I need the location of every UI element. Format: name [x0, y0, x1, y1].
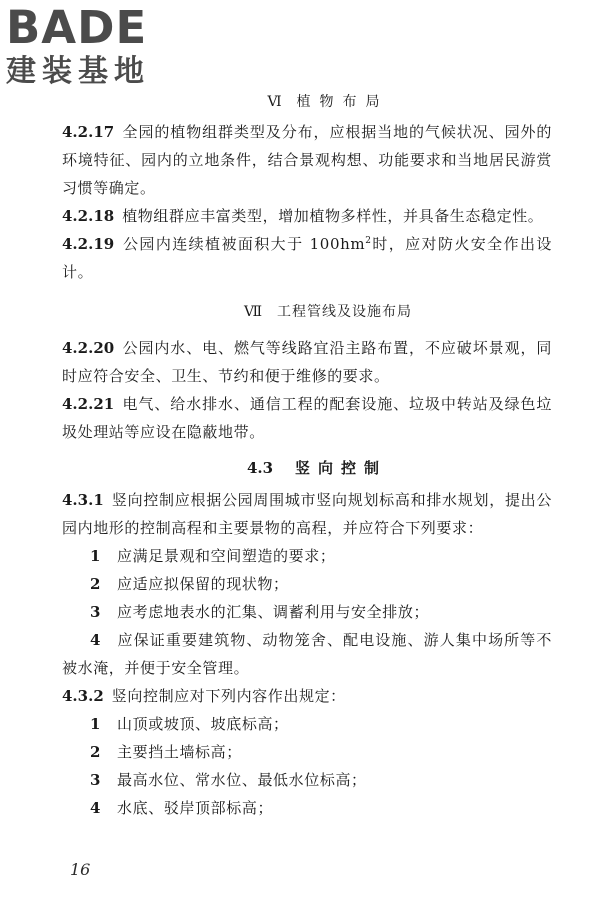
section-title: 竖向控制 [295, 459, 388, 477]
item-text: 应保证重要建筑物、动物笼舍、配电设施、游人集中场所等不被水淹，并便于安全管理。 [62, 631, 552, 677]
item-number: 2 [90, 743, 102, 761]
clause-4-2-18 [62, 202, 552, 230]
subsection-title: 植物布局 [296, 94, 389, 110]
document-body [62, 90, 552, 822]
item-number: 3 [90, 603, 102, 621]
list-item [62, 766, 552, 794]
clause-text: 植物组群应丰富类型，增加植物多样性，并具备生态稳定性。 [122, 207, 544, 225]
list-item [62, 598, 552, 626]
item-text: 应考虑地表水的汇集、调蓄利用与安全排放； [117, 603, 430, 621]
section-heading-vertical-control [82, 446, 552, 486]
subsection-heading-utilities [104, 286, 552, 328]
subsection-title: 工程管线及设施布局 [277, 304, 413, 320]
item-text: 应满足景观和空间塑造的要求； [117, 547, 336, 565]
item-text: 山顶或坡顶、坡底标高； [117, 715, 289, 733]
subsection-roman: Ⅵ [267, 94, 283, 110]
clause-4-2-20 [62, 334, 552, 390]
list-item [62, 710, 552, 738]
clause-text: 竖向控制应根据公园周围城市竖向规划标高和排水规划，提出公园内地形的控制高程和主要景物的高程，并应符合下列要求： [62, 491, 552, 537]
superscript: 2 [365, 236, 372, 246]
list-item [62, 794, 552, 822]
clause-4-3-1 [62, 486, 552, 542]
clause-text-after: 时，应对防火安全作出设计。 [62, 235, 552, 281]
item-text: 水底、驳岸顶部标高； [117, 799, 274, 817]
logo-wordmark: BADE [6, 1, 148, 54]
clause-number: 4.2.20 [62, 339, 115, 357]
list-item [62, 738, 552, 766]
list-item [62, 626, 552, 682]
item-number: 4 [90, 631, 102, 649]
item-number: 2 [90, 575, 102, 593]
list-item [62, 542, 552, 570]
item-number: 4 [90, 799, 102, 817]
item-number: 3 [90, 771, 102, 789]
clause-number: 4.2.19 [62, 235, 115, 253]
page-number: 16 [70, 860, 91, 879]
list-item [62, 570, 552, 598]
clause-4-2-21 [62, 390, 552, 446]
clause-4-2-19 [62, 230, 552, 286]
clause-text: 电气、给水排水、通信工程的配套设施、垃圾中转站及绿色垃圾处理站等应设在隐蔽地带。 [62, 395, 552, 441]
clause-4-2-17 [62, 118, 552, 202]
clause-text-before: 公园内连续植被面积大于 100hm [122, 235, 366, 253]
section-number: 4.3 [246, 459, 274, 477]
item-number: 1 [90, 547, 102, 565]
subsection-heading-planting [104, 90, 552, 118]
item-text: 最高水位、常水位、最低水位标高； [117, 771, 367, 789]
clause-number: 4.3.2 [62, 687, 104, 705]
clause-text: 公园内水、电、燃气等线路宜沿主路布置，不应破坏景观，同时应符合安全、卫生、节约和便于维修的要求。 [62, 339, 552, 385]
clause-number: 4.2.17 [62, 123, 115, 141]
subsection-roman: Ⅶ [243, 304, 264, 320]
clause-text: 全园的植物组群类型及分布，应根据当地的气候状况、园外的环境特征、园内的立地条件，结合景观构想、功能要求和当地居民游赏习惯等确定。 [62, 123, 552, 197]
clause-text: 竖向控制应对下列内容作出规定： [111, 687, 346, 705]
clause-number: 4.2.21 [62, 395, 115, 413]
item-number: 1 [90, 715, 102, 733]
clause-4-3-2 [62, 682, 552, 710]
item-text: 应适应拟保留的现状物； [117, 575, 289, 593]
watermark-logo [6, 1, 176, 90]
item-text: 主要挡土墙标高； [117, 743, 242, 761]
logo-subtitle: 建装基地 [6, 54, 150, 89]
clause-number: 4.3.1 [62, 491, 104, 509]
clause-number: 4.2.18 [62, 207, 115, 225]
